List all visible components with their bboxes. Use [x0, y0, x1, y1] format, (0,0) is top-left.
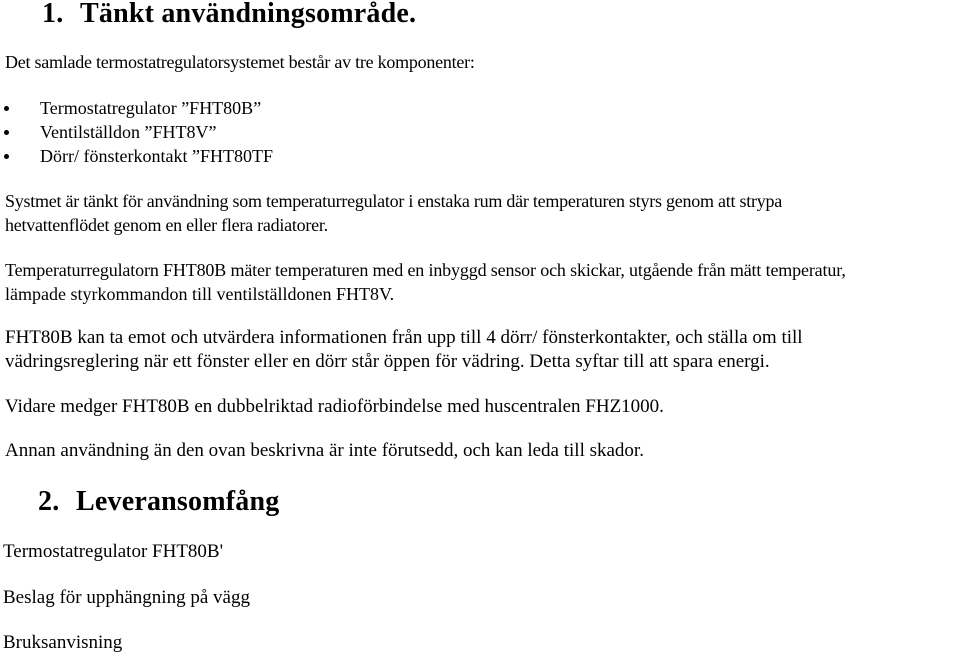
paragraph-2-line-1: Temperaturregulatorn FHT80B mäter temperaturen med en inbyggd sensor och skickar, utgående från mätt temperatur, [5, 260, 846, 280]
paragraph-3-line-1: FHT80B kan ta emot och utvärdera informationen från upp till 4 dörr/ fönsterkontakter, och ställa om till [5, 327, 803, 348]
paragraph-4: Vidare medger FHT80B en dubbelriktad radioförbindelse med huscentralen FHZ1000. [5, 396, 664, 417]
bullet-icon [4, 130, 9, 135]
paragraph-1-line-1: Systmet är tänkt för användning som temperaturregulator i enstaka rum där temperaturen styrs genom att strypa [5, 191, 783, 211]
section-1-title: Tänkt användningsområde. [80, 0, 417, 29]
section-1-heading [42, 0, 416, 30]
delivery-item: Termostatregulator FHT80B' [3, 541, 224, 562]
section-2-heading [38, 486, 279, 518]
bullet-icon [4, 154, 9, 159]
paragraph-2-line-2: lämpade styrkommandon till ventilställdonen FHT8V. [5, 284, 395, 304]
delivery-item: Bruksanvisning [3, 632, 123, 653]
paragraph-1-line-2: hetvattenflödet genom en eller flera radiatorer. [5, 215, 328, 235]
section-1-number: 1. [42, 0, 64, 29]
delivery-item: Beslag för upphängning på vägg [3, 587, 250, 608]
paragraph-5: Annan användning än den ovan beskrivna är inte förutsedd, och kan leda till skador. [5, 440, 644, 461]
section-2-title: Leveransomfång [76, 486, 280, 517]
intro-text: Det samlade termostatregulatorsystemet består av tre komponenter: [5, 52, 475, 72]
section-2-number: 2. [38, 486, 60, 517]
bullet-icon [4, 106, 9, 111]
component-list: Termostatregulator ”FHT80B” Ventilställdon ”FHT8V” Dörr/ fönsterkontakt ”FHT80TF [0, 96, 400, 170]
paragraph-3-line-2: vädringsreglering när ett fönster eller en dörr står öppen för vädring. Detta syftar till att spara energi. [5, 351, 770, 372]
